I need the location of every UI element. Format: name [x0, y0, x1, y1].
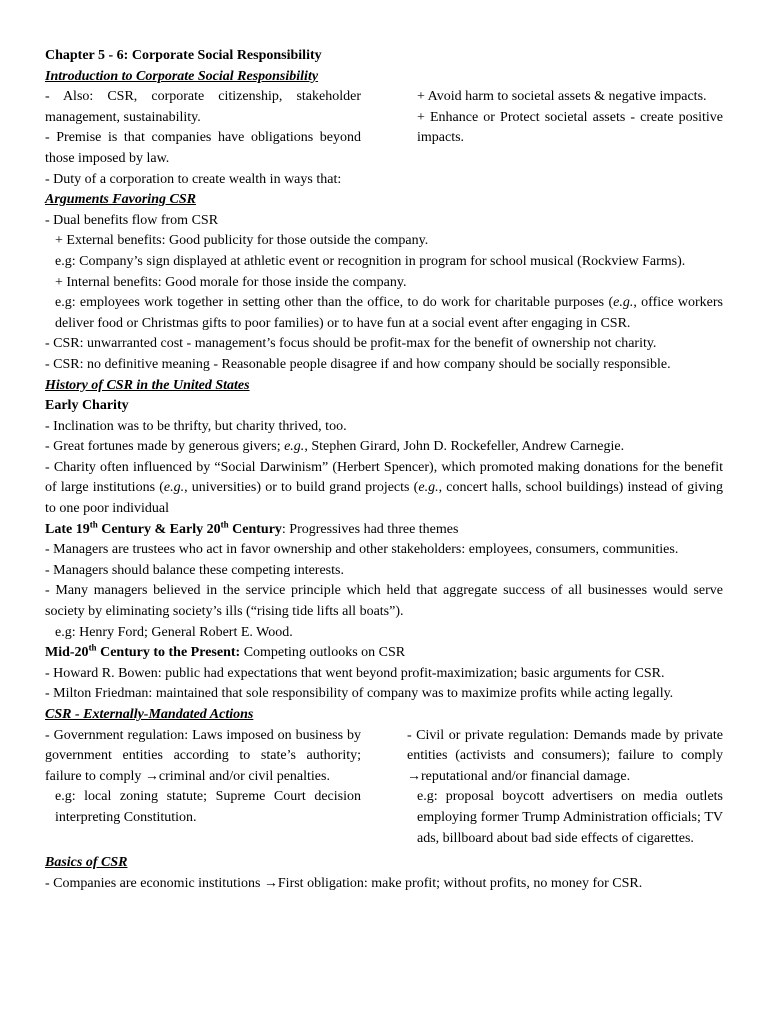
- external-right-item: - Civil or private regulation: Demands made by private entities (activists and consumers); failure to comply →reputational and/or financial damage.: [407, 727, 723, 784]
- intro-right-item: + Enhance or Protect societal assets - create positive impacts.: [417, 109, 723, 146]
- external-left-item: - Government regulation: Laws imposed on business by government entities according to state’s authority; failure to comply →criminal and/or civil penalties.: [45, 727, 361, 784]
- arguments-line: e.g: employees work together in setting other than the office, to do work for charitable purposes (e.g., office workers deliver food or Christmas gifts to poor families) or to have fun at a social event after engaging in CSR.: [55, 295, 723, 331]
- arguments-line: + Internal benefits: Good morale for those inside the company.: [55, 274, 407, 290]
- history-line: - Many managers believed in the service principle which held that aggregate success of all businesses would serve society by eliminating society’s ills (“rising tide lifts all boats”).: [45, 583, 723, 620]
- history-line: - Managers should balance these competing interests.: [45, 562, 344, 578]
- section-heading-intro: Introduction to Corporate Social Responsibility: [45, 68, 319, 84]
- arguments-line: - Dual benefits flow from CSR: [45, 212, 219, 228]
- external-left-item: e.g: local zoning statute; Supreme Court decision interpreting Constitution.: [55, 789, 361, 825]
- intro-left-column: [45, 87, 361, 190]
- external-columns: [45, 726, 723, 850]
- arguments-line: - CSR: no definitive meaning - Reasonable people disagree if and how company should be socially responsible.: [45, 356, 671, 372]
- section-heading-arguments: Arguments Favoring CSR: [45, 192, 196, 208]
- subheading-late-19th: Late 19th Century & Early 20th Century: Progressives had three themes: [45, 519, 459, 537]
- intro-left-item: - Duty of a corporation to create wealth in ways that:: [45, 171, 342, 187]
- arguments-line: - CSR: unwarranted cost - management’s focus should be profit-max for the benefit of ownership not charity.: [45, 336, 657, 352]
- history-line: - Inclination was to be thrifty, but charity thrived, too.: [45, 418, 347, 434]
- document-title: Chapter 5 - 6: Corporate Social Responsibility: [45, 48, 322, 63]
- external-right-column: [407, 726, 723, 850]
- history-line: - Milton Friedman: maintained that sole responsibility of company was to maximize profits while acting legally.: [45, 686, 674, 702]
- external-right-item: e.g: proposal boycott advertisers on media outlets employing former Trump Administration officials; TV ads, billboard about bad side effects of cigarettes.: [417, 789, 723, 846]
- section-heading-history: History of CSR in the United States: [45, 377, 250, 393]
- intro-left-item: - Also: CSR, corporate citizenship, stakeholder management, sustainability.: [45, 89, 361, 125]
- external-left-column: [45, 726, 361, 850]
- history-line: - Great fortunes made by generous givers; e.g., Stephen Girard, John D. Rockefeller, Andrew Carnegie.: [45, 439, 625, 455]
- arguments-line: + External benefits: Good publicity for those outside the company.: [55, 233, 429, 249]
- section-heading-external: CSR - Externally-Mandated Actions: [45, 707, 254, 722]
- history-line: - Howard R. Bowen: public had expectations that went beyond profit-maximization; basic arguments for CSR.: [45, 665, 665, 681]
- history-line: - Charity often influenced by “Social Darwinism” (Herbert Spencer), which promoted making donations for the benefit of large institutions (e.g., universities) or to build grand projects (e.g., concert halls, school buildings) instead of giving to one poor individual: [45, 459, 723, 517]
- intro-left-item: - Premise is that companies have obligations beyond those imposed by law.: [45, 130, 361, 166]
- section-heading-basics: Basics of CSR: [45, 855, 128, 871]
- basics-line: - Companies are economic institutions →First obligation: make profit; without profits, no money for CSR.: [45, 875, 643, 891]
- intro-right-item: + Avoid harm to societal assets & negative impacts.: [417, 89, 707, 105]
- subheading-mid-20th: Mid-20th Century to the Present: Competing outlooks on CSR: [45, 642, 406, 661]
- intro-right-column: [407, 87, 723, 190]
- subheading-early-charity: Early Charity: [45, 398, 129, 414]
- history-line: - Managers are trustees who act in favor ownership and other stakeholders: employees, consumers, communities.: [45, 542, 679, 558]
- arguments-line: e.g: Company’s sign displayed at athletic event or recognition in program for school musical (Rockview Farms).: [55, 253, 686, 269]
- intro-columns: [45, 87, 723, 190]
- history-line: e.g: Henry Ford; General Robert E. Wood.: [55, 624, 293, 640]
